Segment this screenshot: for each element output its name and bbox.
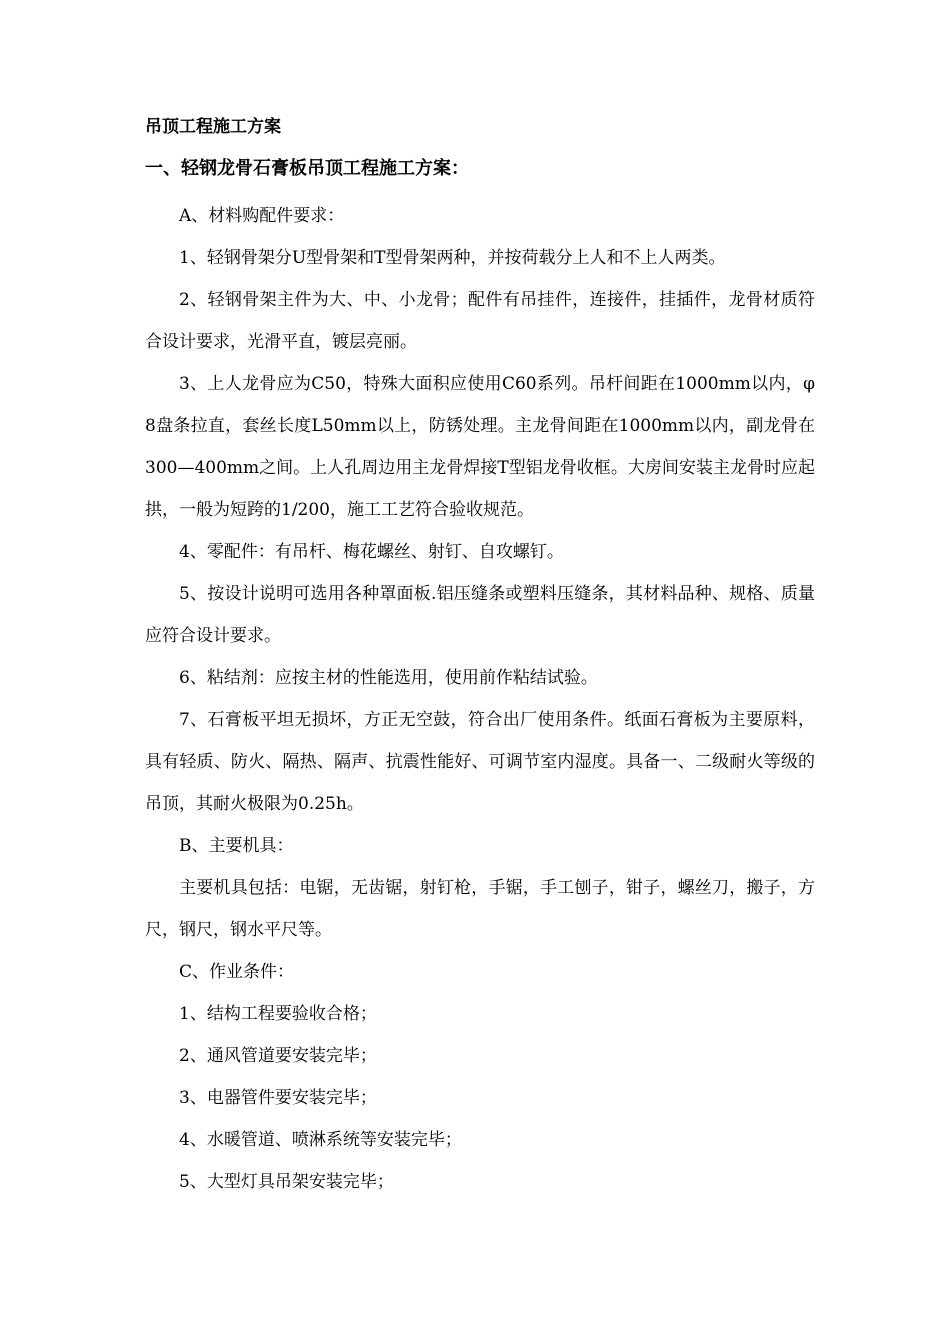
list-item-materials-2: 2、轻钢骨架主件为大、中、小龙骨；配件有吊挂件，连接件，挂插件，龙骨材质符合设计要求，光滑平直，镀层亮丽。: [145, 290, 815, 352]
list-item-conditions-2: 2、通风管道要安装完毕；: [179, 1046, 377, 1066]
tools-paragraph: 主要机具包括：电锯，无齿锯，射钉枪，手锯，手工刨子，钳子，螺丝刀，搬子，方尺，钢尺，钢水平尺等。: [145, 878, 815, 940]
document-title: 吊顶工程施工方案: [145, 117, 281, 137]
section-heading: 一、轻钢龙骨石膏板吊顶工程施工方案：: [145, 158, 469, 179]
subheading-tools: B、主要机具：: [179, 836, 294, 856]
document-body: [145, 195, 815, 1203]
list-item-materials-6: 6、粘结剂：应按主材的性能选用，使用前作粘结试验。: [179, 668, 598, 688]
subheading-conditions: C、作业条件：: [179, 962, 295, 982]
list-item-conditions-1: 1、结构工程要验收合格；: [179, 1004, 377, 1024]
list-item-materials-3: 3、上人龙骨应为C50，特殊大面积应使用C60系列。吊杆间距在1000mm以内，φ8盘条拉直，套丝长度L50mm以上，防锈处理。主龙骨间距在1000mm以内，副龙骨在300—400mm之间。上人孔周边用主龙骨焊接T型铝龙骨收框。大房间安装主龙骨时应起拱，一般为短跨的1/200，施工工艺符合验收规范。: [145, 374, 815, 520]
list-item-materials-5: 5、按设计说明可选用各种罩面板.铝压缝条或塑料压缝条，其材料品种、规格、质量应符合设计要求。: [145, 584, 815, 646]
list-item-materials-1: 1、轻钢骨架分U型骨架和T型骨架两种，并按荷载分上人和不上人两类。: [179, 248, 726, 268]
list-item-conditions-4: 4、水暖管道、喷淋系统等安装完毕；: [179, 1130, 462, 1150]
subheading-materials: A、材料购配件要求：: [179, 206, 345, 226]
list-item-materials-4: 4、零配件：有吊杆、梅花螺丝、射钉、自攻螺钉。: [179, 542, 564, 562]
list-item-conditions-3: 3、电器管件要安装完毕；: [179, 1088, 377, 1108]
list-item-conditions-5: 5、大型灯具吊架安装完毕；: [179, 1172, 394, 1192]
list-item-materials-7: 7、石膏板平坦无损坏，方正无空鼓，符合出厂使用条件。纸面石膏板为主要原料，具有轻质、防火、隔热、隔声、抗震性能好、可调节室内湿度。具备一、二级耐火等级的吊顶，其耐火极限为0.25h。: [145, 710, 815, 814]
